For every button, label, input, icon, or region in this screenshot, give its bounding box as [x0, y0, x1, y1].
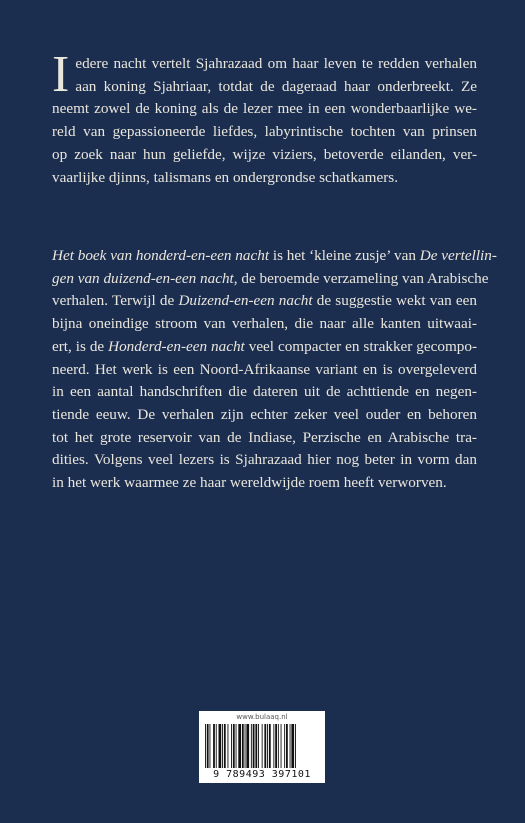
barcode-bar: [275, 724, 277, 768]
barcode-bar: [267, 724, 268, 768]
intro-paragraph: [52, 46, 477, 189]
barcode-bar: [210, 724, 211, 768]
intro-line: aan koning Sjahriaar, totdat de dageraad haar onderbreekt. Ze: [75, 77, 477, 95]
barcode-bar: [290, 724, 291, 768]
barcode-bar: [284, 724, 285, 768]
barcode-bar: [255, 724, 257, 768]
barcode-bar: [233, 724, 235, 768]
barcode-bar: [278, 724, 279, 768]
body-text: veel compacter en strakker gecompo-: [244, 337, 478, 355]
body-line: [52, 268, 489, 291]
intro-line: reld van gepassioneerde liefdes, labyrintische tochten van prinsen: [52, 123, 477, 141]
barcode-icon: [205, 724, 319, 768]
barcode-bar: [231, 724, 232, 768]
barcode-bar: [291, 724, 294, 768]
body-line: tot het grote reservoir van de Indiase, Perzische en Arabische tra-: [52, 428, 477, 446]
barcode-bar: [219, 724, 222, 768]
barcode-bar: [253, 724, 255, 768]
book-title: Het boek van honderd-en-een nacht: [52, 247, 270, 264]
body-text: , de beroemde verzameling van Arabische: [233, 269, 489, 287]
barcode-bar: [258, 724, 259, 768]
body-text: is het ‘kleine zusje’ van: [269, 247, 420, 264]
book-title: Honderd-en-een nacht: [108, 337, 245, 355]
barcode-bar: [205, 724, 206, 768]
body-line: [52, 336, 477, 359]
body-paragraph: [52, 245, 497, 495]
barcode-bar: [262, 724, 263, 768]
barcode-bar: [224, 724, 226, 768]
barcode-bar: [222, 724, 223, 768]
body-line: bijna oneindige stroom van verhalen, die naar alle kanten uitwaai-: [52, 315, 477, 333]
body-line: in een aantal handschriften die dateren uit de achttiende en negen-: [52, 383, 477, 401]
barcode-bar: [246, 724, 249, 768]
body-text: ert, is de: [52, 337, 109, 355]
isbn-number: 9 789493 397101: [213, 769, 311, 780]
barcode-bar: [251, 724, 252, 768]
barcode-bar: [269, 724, 271, 768]
book-title: gen van duizend-en-een nacht: [52, 269, 234, 287]
barcode-bar: [264, 724, 266, 768]
intro-line: neemt zowel de koning als de lezer mee in een wonderbaarlijke we-: [52, 100, 477, 118]
body-text: verhalen. Terwijl de: [52, 292, 179, 310]
barcode-bar: [238, 724, 241, 768]
barcode-bar: [286, 724, 288, 768]
barcode-bar: [242, 724, 244, 768]
barcode-bar: [295, 724, 296, 768]
body-line: dities. Volgens veel lezers is Sjahrazaad hier nog beter in vorm dan: [52, 451, 477, 469]
barcode-bar: [245, 724, 246, 768]
barcode-bar: [228, 724, 229, 768]
barcode-label: [199, 711, 325, 783]
intro-line: vaarlijke djinns, talismans en ondergrondse schatkamers.: [52, 168, 398, 186]
body-line: [52, 245, 497, 268]
body-text: de suggestie wekt van een: [312, 292, 478, 310]
body-line: neerd. Het werk is een Noord-Afrikaanse variant en is overgeleverd: [52, 360, 477, 378]
barcode-bar: [236, 724, 237, 768]
barcode-bar: [213, 724, 215, 768]
book-title: Duizend-en-een nacht: [178, 292, 313, 310]
barcode-bar: [281, 724, 282, 768]
book-title: De vertellin-: [419, 247, 497, 264]
barcode-bar: [273, 724, 274, 768]
intro-line: op zoek naar hun geliefde, wijze viziers, betoverde eilanden, ver-: [52, 145, 477, 163]
barcode-bar: [207, 724, 209, 768]
intro-line: edere nacht vertelt Sjahrazaad om haar leven te redden verhalen: [75, 55, 477, 72]
body-line: tiende eeuw. De verhalen zijn echter zeker veel ouder en behoren: [52, 405, 477, 423]
drop-cap: I: [52, 46, 70, 103]
publisher-url: www.bulaaq.nl: [236, 713, 288, 721]
body-line: in het werk waarmee ze haar wereldwijde roem heeft verworven.: [52, 474, 447, 492]
barcode-bar: [216, 724, 217, 768]
body-line: [52, 290, 477, 313]
